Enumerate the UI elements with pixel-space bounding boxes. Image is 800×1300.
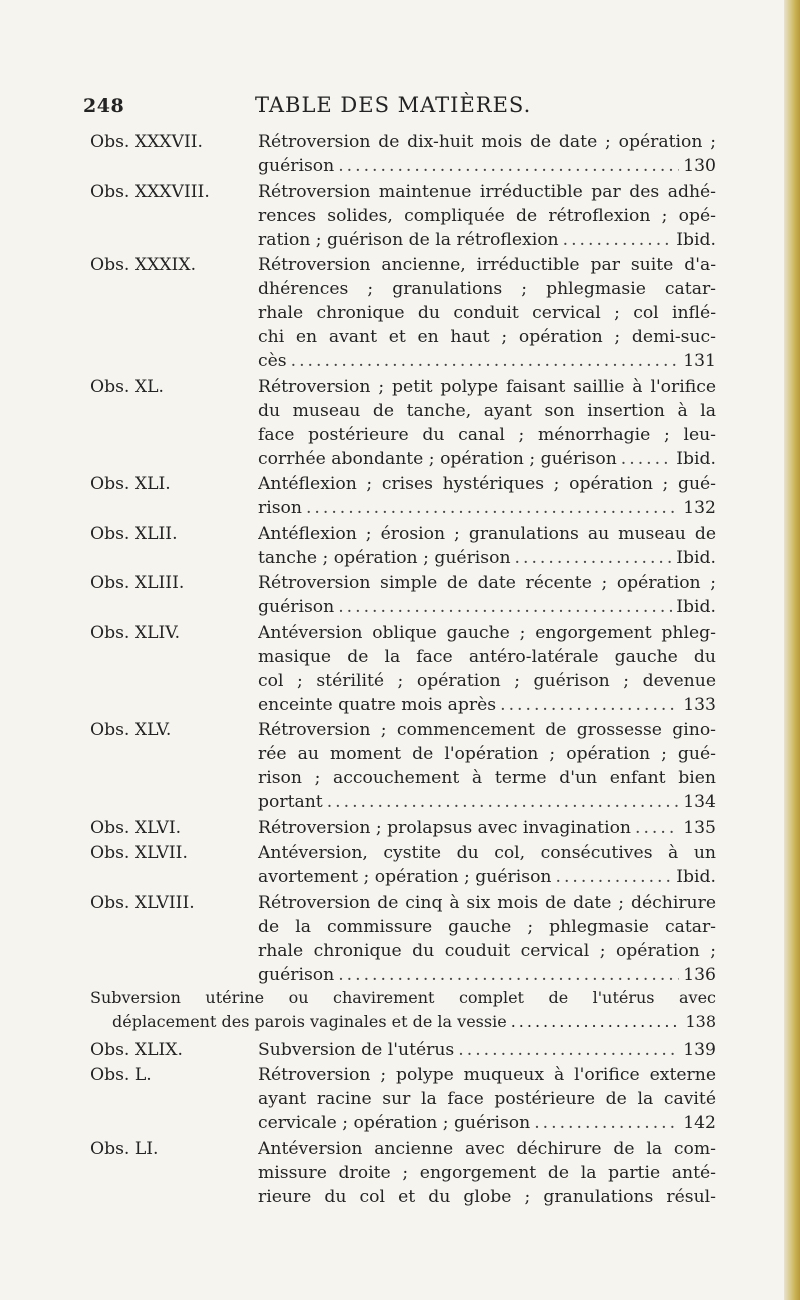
entry-label: Obs. L. bbox=[90, 1065, 152, 1085]
entry-last-line: guérison bbox=[258, 597, 335, 617]
entry-leader-line bbox=[258, 496, 716, 520]
entry-last-line: portant bbox=[258, 792, 323, 812]
entry-text bbox=[258, 253, 716, 373]
entry-line: dhérences ; granulations ; phlegmasie catar- bbox=[258, 279, 716, 299]
entry-label: Obs. XXXIX. bbox=[90, 255, 197, 275]
page-number: 248 bbox=[83, 95, 125, 117]
entry-page: 135 bbox=[683, 817, 716, 838]
entry-line: rison ; accouchement à terme d'un enfant bien bbox=[258, 768, 716, 788]
entry-label: Obs. XLVII. bbox=[90, 843, 188, 863]
entry-line: Rétroversion de dix-huit mois de date ; opération ; bbox=[258, 132, 716, 152]
page-edge bbox=[784, 0, 800, 1300]
entry-page: 136 bbox=[683, 964, 716, 985]
entry-text bbox=[258, 1137, 716, 1209]
entry-text bbox=[258, 841, 716, 889]
entry-text bbox=[258, 472, 716, 520]
entry-line: Rétroversion ; commencement de grossesse gino- bbox=[258, 720, 716, 740]
dot-leader bbox=[338, 595, 672, 619]
entry-line: masique de la face antéro-latérale gauche du bbox=[258, 646, 716, 667]
dot-leader bbox=[621, 447, 672, 471]
entry-line: Antéversion oblique gauche ; engorgement phleg- bbox=[258, 622, 716, 643]
entry-page: Ibid. bbox=[676, 597, 716, 617]
entry-last-line: corrhée abondante ; opération ; guérison bbox=[258, 448, 617, 469]
entry-last-line: avortement ; opération ; guérison bbox=[258, 867, 552, 887]
entry-line: face postérieure du canal ; ménorrhagie ; leu- bbox=[258, 424, 716, 445]
entry-page: 134 bbox=[683, 792, 716, 812]
dot-leader bbox=[338, 963, 679, 987]
dot-leader bbox=[635, 816, 679, 840]
entry-leader-line bbox=[258, 693, 716, 717]
entry-last-line: guérison bbox=[258, 156, 335, 176]
entry-line: rée au moment de l'opération ; opération ; gué- bbox=[258, 744, 716, 764]
entry-label: Obs. LI. bbox=[90, 1138, 159, 1159]
entry-line: Rétroversion ; petit polype faisant saillie à l'orifice bbox=[258, 376, 716, 397]
dot-leader bbox=[534, 1111, 679, 1135]
entry-text bbox=[258, 375, 716, 471]
dot-leader bbox=[500, 693, 679, 717]
entry-line: du museau de tanche, ayant son insertion à la bbox=[258, 400, 716, 421]
entry-line: ayant racine sur la face postérieure de la cavité bbox=[258, 1089, 716, 1109]
entry-line: Rétroversion simple de date récente ; opération ; bbox=[258, 573, 716, 593]
entry-line: rhale chronique du couduit cervical ; opération ; bbox=[258, 940, 716, 961]
entry-label: Obs. XL. bbox=[90, 376, 164, 397]
entry-page: 130 bbox=[683, 156, 716, 176]
entry-text bbox=[258, 1038, 716, 1062]
entry-page: Ibid. bbox=[676, 547, 716, 568]
entry-last-line: ration ; guérison de la rétroflexion bbox=[258, 229, 559, 250]
entry-leader-line bbox=[258, 349, 716, 373]
entry-label: Obs. XLVI. bbox=[90, 817, 182, 838]
entry-leader-line bbox=[258, 1111, 716, 1135]
entry-label: Obs. XLVIII. bbox=[90, 892, 195, 913]
entry-line: rieure du col et du globe ; granulations résul- bbox=[258, 1186, 716, 1207]
entry-leader-line bbox=[258, 963, 716, 987]
entry-text bbox=[258, 522, 716, 570]
entry-text bbox=[258, 130, 716, 178]
dot-leader bbox=[458, 1038, 679, 1062]
entry-page: Ibid. bbox=[676, 867, 716, 887]
entry-leader-line bbox=[258, 228, 716, 252]
entry-leader-line bbox=[258, 865, 716, 889]
entry-page: Ibid. bbox=[676, 448, 716, 469]
entry-page: 132 bbox=[683, 498, 716, 518]
entry-label: Obs. XLIX. bbox=[90, 1039, 183, 1060]
entry-leader-line bbox=[258, 447, 716, 471]
entry-text bbox=[258, 1063, 716, 1135]
entry-line: missure droite ; engorgement de la partie anté- bbox=[258, 1162, 716, 1183]
entry-line: Rétroversion ; polype muqueux à l'orifice externe bbox=[258, 1065, 716, 1085]
entry-last-line: cervicale ; opération ; guérison bbox=[258, 1113, 531, 1133]
entry-leader-line bbox=[258, 1038, 716, 1062]
dot-leader bbox=[338, 154, 679, 178]
entry-leader-line bbox=[258, 790, 716, 814]
entry-label: Obs. XLIII. bbox=[90, 573, 185, 593]
subsection-page: 138 bbox=[685, 1012, 716, 1031]
entry-line: Antéversion, cystite du col, consécutives à un bbox=[258, 843, 716, 863]
dot-leader bbox=[511, 1012, 682, 1031]
running-head: TABLE DES MATIÈRES. bbox=[255, 93, 532, 117]
subsection-leader-line bbox=[90, 1012, 716, 1036]
entry-leader-line bbox=[258, 816, 716, 840]
entry-label: Obs. XXXVII. bbox=[90, 132, 204, 152]
entry-line: Antéflexion ; crises hystériques ; opération ; gué- bbox=[258, 474, 716, 494]
entry-last-line: rison bbox=[258, 498, 302, 518]
subsection-entry bbox=[90, 988, 716, 1036]
entry-line: Antéversion ancienne avec déchirure de la com- bbox=[258, 1138, 716, 1159]
entry-text bbox=[258, 571, 716, 619]
entry-line: Rétroversion de cinq à six mois de date ; déchirure bbox=[258, 892, 716, 913]
dot-leader bbox=[555, 865, 672, 889]
entry-text bbox=[258, 891, 716, 987]
entry-label: Obs. XLIV. bbox=[90, 622, 181, 643]
subsection-last-line: déplacement des parois vaginales et de la vessie bbox=[112, 1012, 507, 1031]
entry-page: 131 bbox=[683, 351, 716, 371]
entry-text bbox=[258, 718, 716, 814]
entry-line: Rétroversion maintenue irréductible par des adhé- bbox=[258, 181, 716, 202]
entry-text bbox=[258, 180, 716, 252]
entry-last-line: cès bbox=[258, 351, 287, 371]
entry-last-line: guérison bbox=[258, 964, 335, 985]
entry-last-line: enceinte quatre mois après bbox=[258, 694, 497, 715]
dot-leader bbox=[306, 496, 679, 520]
entry-label: Obs. XLI. bbox=[90, 474, 171, 494]
dot-leader bbox=[563, 228, 673, 252]
entry-label: Obs. XXXVIII. bbox=[90, 181, 210, 202]
entry-label: Obs. XLV. bbox=[90, 720, 172, 740]
entry-last-line: tanche ; opération ; guérison bbox=[258, 547, 511, 568]
entry-line: Rétroversion ancienne, irréductible par suite d'a- bbox=[258, 255, 716, 275]
entry-line: de la commissure gauche ; phlegmasie catar- bbox=[258, 916, 716, 937]
entry-line: col ; stérilité ; opération ; guérison ; devenue bbox=[258, 670, 716, 691]
entry-last-line: Rétroversion ; prolapsus avec invagination bbox=[258, 817, 631, 838]
dot-leader bbox=[515, 546, 673, 570]
dot-leader bbox=[291, 349, 680, 373]
entry-line: chi en avant et en haut ; opération ; demi-suc- bbox=[258, 327, 716, 347]
entry-label: Obs. XLII. bbox=[90, 523, 178, 544]
entry-line: Antéflexion ; érosion ; granulations au museau de bbox=[258, 523, 716, 544]
entry-page: 142 bbox=[683, 1113, 716, 1133]
entry-leader-line bbox=[258, 154, 716, 178]
entry-line: rences solides, compliquée de rétroflexion ; opé- bbox=[258, 205, 716, 226]
entry-page: 139 bbox=[683, 1039, 716, 1060]
entry-page: Ibid. bbox=[676, 229, 716, 250]
entry-last-line: Subversion de l'utérus bbox=[258, 1039, 455, 1060]
entry-page: 133 bbox=[683, 694, 716, 715]
entry-text bbox=[258, 621, 716, 717]
entry-text bbox=[258, 816, 716, 840]
entry-leader-line bbox=[258, 546, 716, 570]
entry-line: rhale chronique du conduit cervical ; col inflé- bbox=[258, 303, 716, 323]
entry-leader-line bbox=[258, 595, 716, 619]
dot-leader bbox=[327, 790, 679, 814]
subsection-line: Subversion utérine ou chavirement complet de l'utérus avec bbox=[90, 988, 716, 1007]
